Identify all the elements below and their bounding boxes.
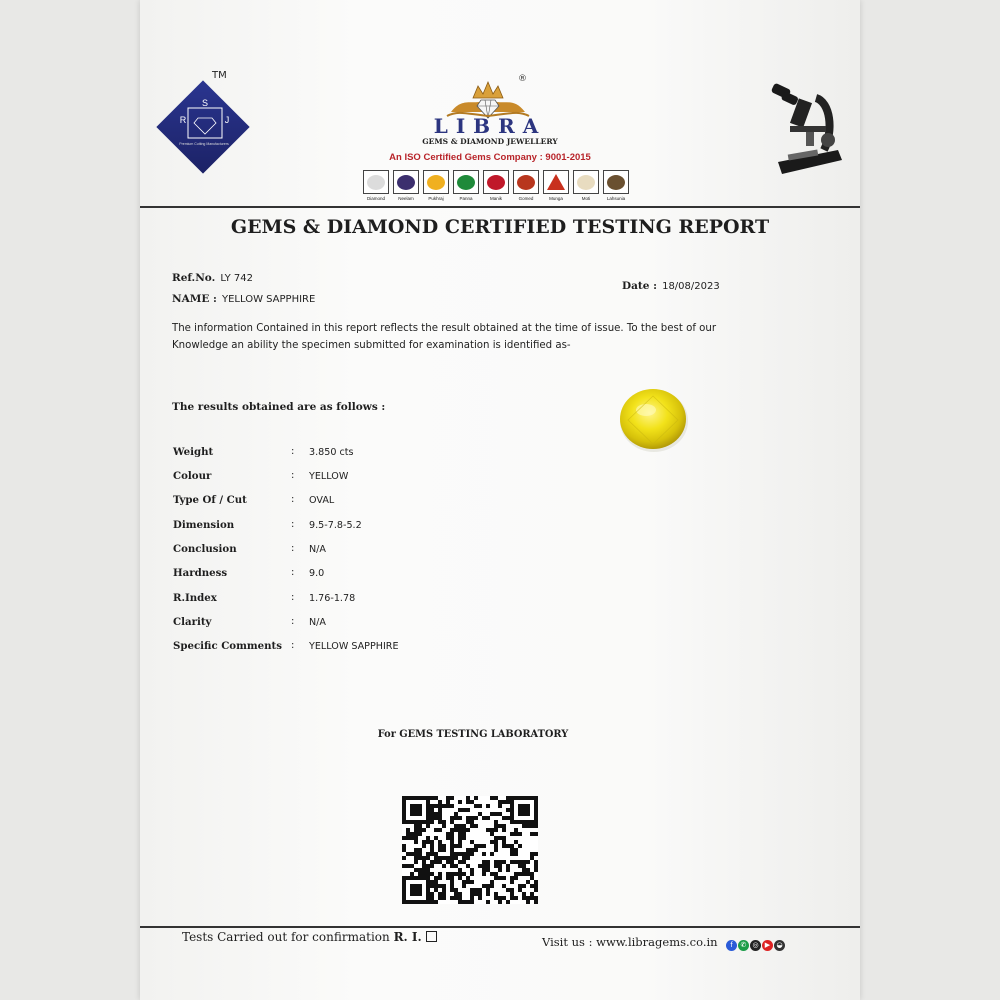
date-value: 18/08/2023 [662,281,720,292]
result-label: Type Of / Cut [173,494,247,506]
footer-tests [182,930,437,944]
report-title: GEMS & DIAMOND CERTIFIED TESTING REPORT [230,216,770,238]
gem-swatch [512,170,540,208]
svg-text:Premium Cutting Manufacturers: Premium Cutting Manufacturers [179,142,229,146]
reference-number [172,266,253,285]
gem-icon [487,175,505,190]
gem-icon [427,175,445,190]
gem-label: Lahsunia [606,196,626,201]
result-colon: : [291,592,295,603]
date-label: Date : [622,280,657,292]
gem-label: Pukhraj [428,196,444,201]
gem-icon [577,175,595,190]
gem-swatch [602,170,630,208]
result-colon: : [291,470,295,481]
gem-label: Manik [489,196,502,201]
gem-icon [457,175,475,190]
result-value: N/A [309,544,326,555]
result-row [173,470,573,490]
gem-box [603,170,629,194]
specimen-name [172,287,315,306]
result-row [173,616,573,636]
gem-icon [607,175,625,190]
gem-swatch [392,170,420,208]
result-value: YELLOW [309,471,349,482]
gem-label: Moti [581,196,591,201]
gem-swatch [422,170,450,208]
result-label: Hardness [173,567,228,579]
gem-box [453,170,479,194]
intro-paragraph [172,320,752,354]
gem-label: Munga [549,196,563,201]
gemstone-photo [616,384,690,458]
gem-icon [397,175,415,190]
tests-text: Tests Carried out for confirmation [182,930,390,944]
website-link[interactable]: Visit us : www.libragems.co.in [542,935,718,949]
gem-box [513,170,539,194]
footer-divider [140,926,860,928]
share-icon[interactable]: ◒ [774,940,785,951]
gem-box [363,170,389,194]
result-value: 9.0 [309,568,325,579]
result-colon: : [291,494,295,505]
result-colon: : [291,543,295,554]
result-label: R.Index [173,592,217,604]
gem-box [393,170,419,194]
intro-line-2: Knowledge an ability the specimen submitted for examination is identified as- [172,340,571,351]
ref-value: LY 742 [220,273,253,284]
result-label: Specific Comments [173,640,282,652]
result-value: OVAL [309,495,335,506]
gem-box [543,170,569,194]
gem-swatch [362,170,390,208]
gem-swatch [452,170,480,208]
gem-strip [362,170,644,208]
results-heading: The results obtained are as follows : [172,401,386,413]
gem-icon [547,174,565,190]
name-value: YELLOW SAPPHIRE [222,294,316,305]
certificate-page [140,0,860,1000]
svg-text:R: R [179,115,187,125]
gem-icon [517,175,535,190]
microscope-icon [768,80,848,180]
result-value: YELLOW SAPPHIRE [309,641,399,652]
gem-box [423,170,449,194]
gem-swatch [482,170,510,208]
result-label: Conclusion [173,543,237,555]
social-icons [726,940,785,951]
brand-name: LIBRA [433,114,547,138]
gem-label: Diamond [366,196,385,201]
result-label: Weight [173,446,214,458]
brand-tagline: GEMS & DIAMOND JEWELLERY [422,137,558,146]
iso-certification: An ISO Certified Gems Company : 9001-2015 [389,152,591,163]
trademark-mark: TM [212,70,227,81]
result-colon: : [291,446,295,457]
result-value: 3.850 cts [309,447,354,458]
gem-box [573,170,599,194]
intro-line-1: The information Contained in this report reflects the result obtained at the time of issue. To the best of our [172,323,717,334]
result-row [173,592,573,612]
result-label: Colour [173,470,212,482]
result-row [173,640,573,660]
gem-box [483,170,509,194]
result-value: 9.5-7.8-5.2 [309,520,362,531]
youtube-icon[interactable]: ▶ [762,940,773,951]
checkbox-icon [426,931,437,942]
ref-label: Ref.No. [172,272,216,284]
result-row [173,494,573,514]
result-row [173,446,573,466]
result-row [173,567,573,587]
gem-label: Panna [459,196,473,201]
registered-mark: ® [518,74,527,84]
whatsapp-icon[interactable]: ✆ [738,940,749,951]
result-row [173,543,573,563]
qr-code[interactable] [402,796,538,904]
result-colon: : [291,519,295,530]
result-label: Dimension [173,519,235,531]
gem-swatch [572,170,600,208]
gem-swatch [542,170,570,208]
gem-icon [367,175,385,190]
srj-logo [154,78,254,178]
result-value: 1.76-1.78 [309,593,356,604]
svg-text:S: S [201,98,209,108]
lab-signature-line: For GEMS TESTING LABORATORY [377,729,569,740]
header-divider [140,206,860,208]
facebook-icon[interactable]: f [726,940,737,951]
result-colon: : [291,640,295,651]
gem-label: Neelam [398,196,414,201]
result-colon: : [291,616,295,627]
result-label: Clarity [173,616,212,628]
result-row [173,519,573,539]
svg-text:J: J [224,115,230,125]
instagram-icon[interactable]: ◎ [750,940,761,951]
name-label: NAME : [172,293,217,305]
result-colon: : [291,567,295,578]
tests-method: R. I. [393,930,422,944]
gem-label: Gomed [518,196,534,201]
report-date [622,274,720,293]
result-value: N/A [309,617,326,628]
